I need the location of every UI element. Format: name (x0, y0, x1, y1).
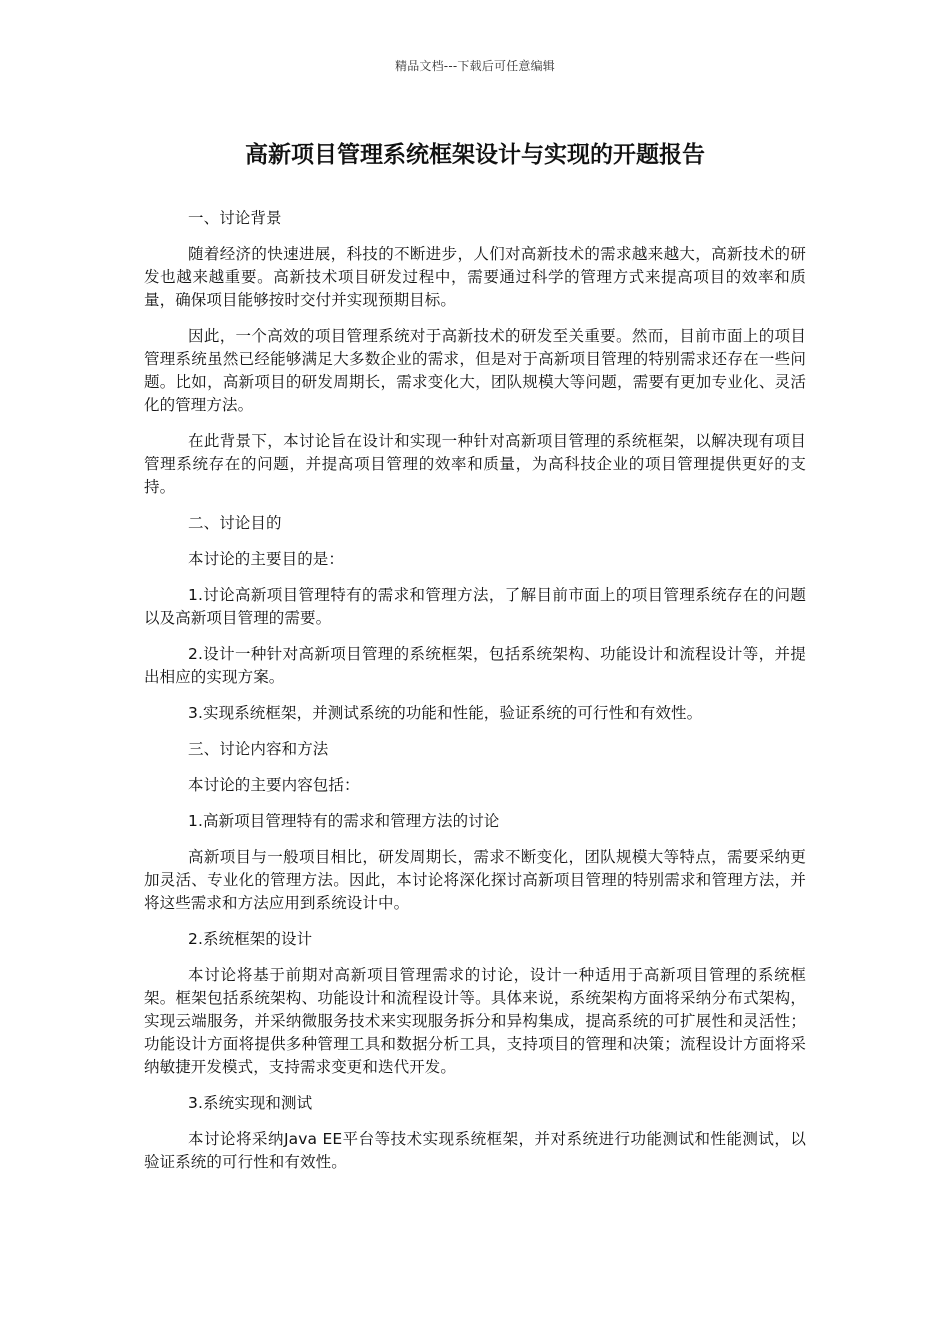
subsection-heading: 2.系统框架的设计 (188, 930, 313, 948)
paragraph: 因此，一个高效的项目管理系统对于高新技术的研发至关重要。然而，目前市面上的项目管理系统虽然已经能够满足大多数企业的需求，但是对于高新项目管理的特别需求还存在一些问题。比如，高新项目的研发周期长，需求变化大，团队规模大等问题，需要有更加专业化、灵活化的管理方法。 (144, 327, 806, 414)
document-body (144, 207, 806, 1187)
list-item: 3.实现系统框架，并测试系统的功能和性能，验证系统的可行性和有效性。 (188, 704, 703, 722)
section-heading-content-methods: 三、讨论内容和方法 (188, 740, 329, 758)
paragraph: 本讨论的主要目的是： (188, 550, 345, 568)
paragraph: 在此背景下，本讨论旨在设计和实现一种针对高新项目管理的系统框架，以解决现有项目管理系统存在的问题，并提高项目管理的效率和质量，为高科技企业的项目管理提供更好的支持。 (144, 432, 806, 496)
paragraph: 本讨论的主要内容包括： (188, 776, 360, 794)
subsection-heading: 1.高新项目管理特有的需求和管理方法的讨论 (188, 812, 500, 830)
section-heading-background: 一、讨论背景 (188, 209, 282, 227)
paragraph: 高新项目与一般项目相比，研发周期长，需求不断变化，团队规模大等特点，需要采纳更加灵活、专业化的管理方法。因此，本讨论将深化探讨高新项目管理的特别需求和管理方法，并将这些需求和方法应用到系统设计中。 (144, 848, 806, 912)
paragraph: 本讨论将基于前期对高新项目管理需求的讨论，设计一种适用于高新项目管理的系统框架。框架包括系统架构、功能设计和流程设计等。具体来说，系统架构方面将采纳分布式架构，实现云端服务，并采纳微服务技术来实现服务拆分和异构集成，提高系统的可扩展性和灵活性；功能设计方面将提供多种管理工具和数据分析工具，支持项目的管理和决策；流程设计方面将采纳敏捷开发模式，支持需求变更和迭代开发。 (144, 966, 806, 1076)
paragraph: 本讨论将采纳Java EE平台等技术实现系统框架，并对系统进行功能测试和性能测试，以验证系统的可行性和有效性。 (144, 1130, 806, 1171)
list-item: 2.设计一种针对高新项目管理的系统框架，包括系统架构、功能设计和流程设计等，并提出相应的实现方案。 (144, 645, 806, 686)
list-item: 1.讨论高新项目管理特有的需求和管理方法，了解目前市面上的项目管理系统存在的问题以及高新项目管理的需要。 (144, 586, 806, 627)
subsection-heading: 3.系统实现和测试 (188, 1094, 313, 1112)
document-title: 高新项目管理系统框架设计与实现的开题报告 (245, 142, 705, 168)
section-heading-purpose: 二、讨论目的 (188, 514, 282, 532)
page-header-watermark: 精品文档---下载后可任意编辑 (395, 59, 555, 73)
paragraph: 随着经济的快速进展，科技的不断进步，人们对高新技术的需求越来越大，高新技术的研发也越来越重要。高新技术项目研发过程中，需要通过科学的管理方式来提高项目的效率和质量，确保项目能够按时交付并实现预期目标。 (144, 245, 806, 309)
